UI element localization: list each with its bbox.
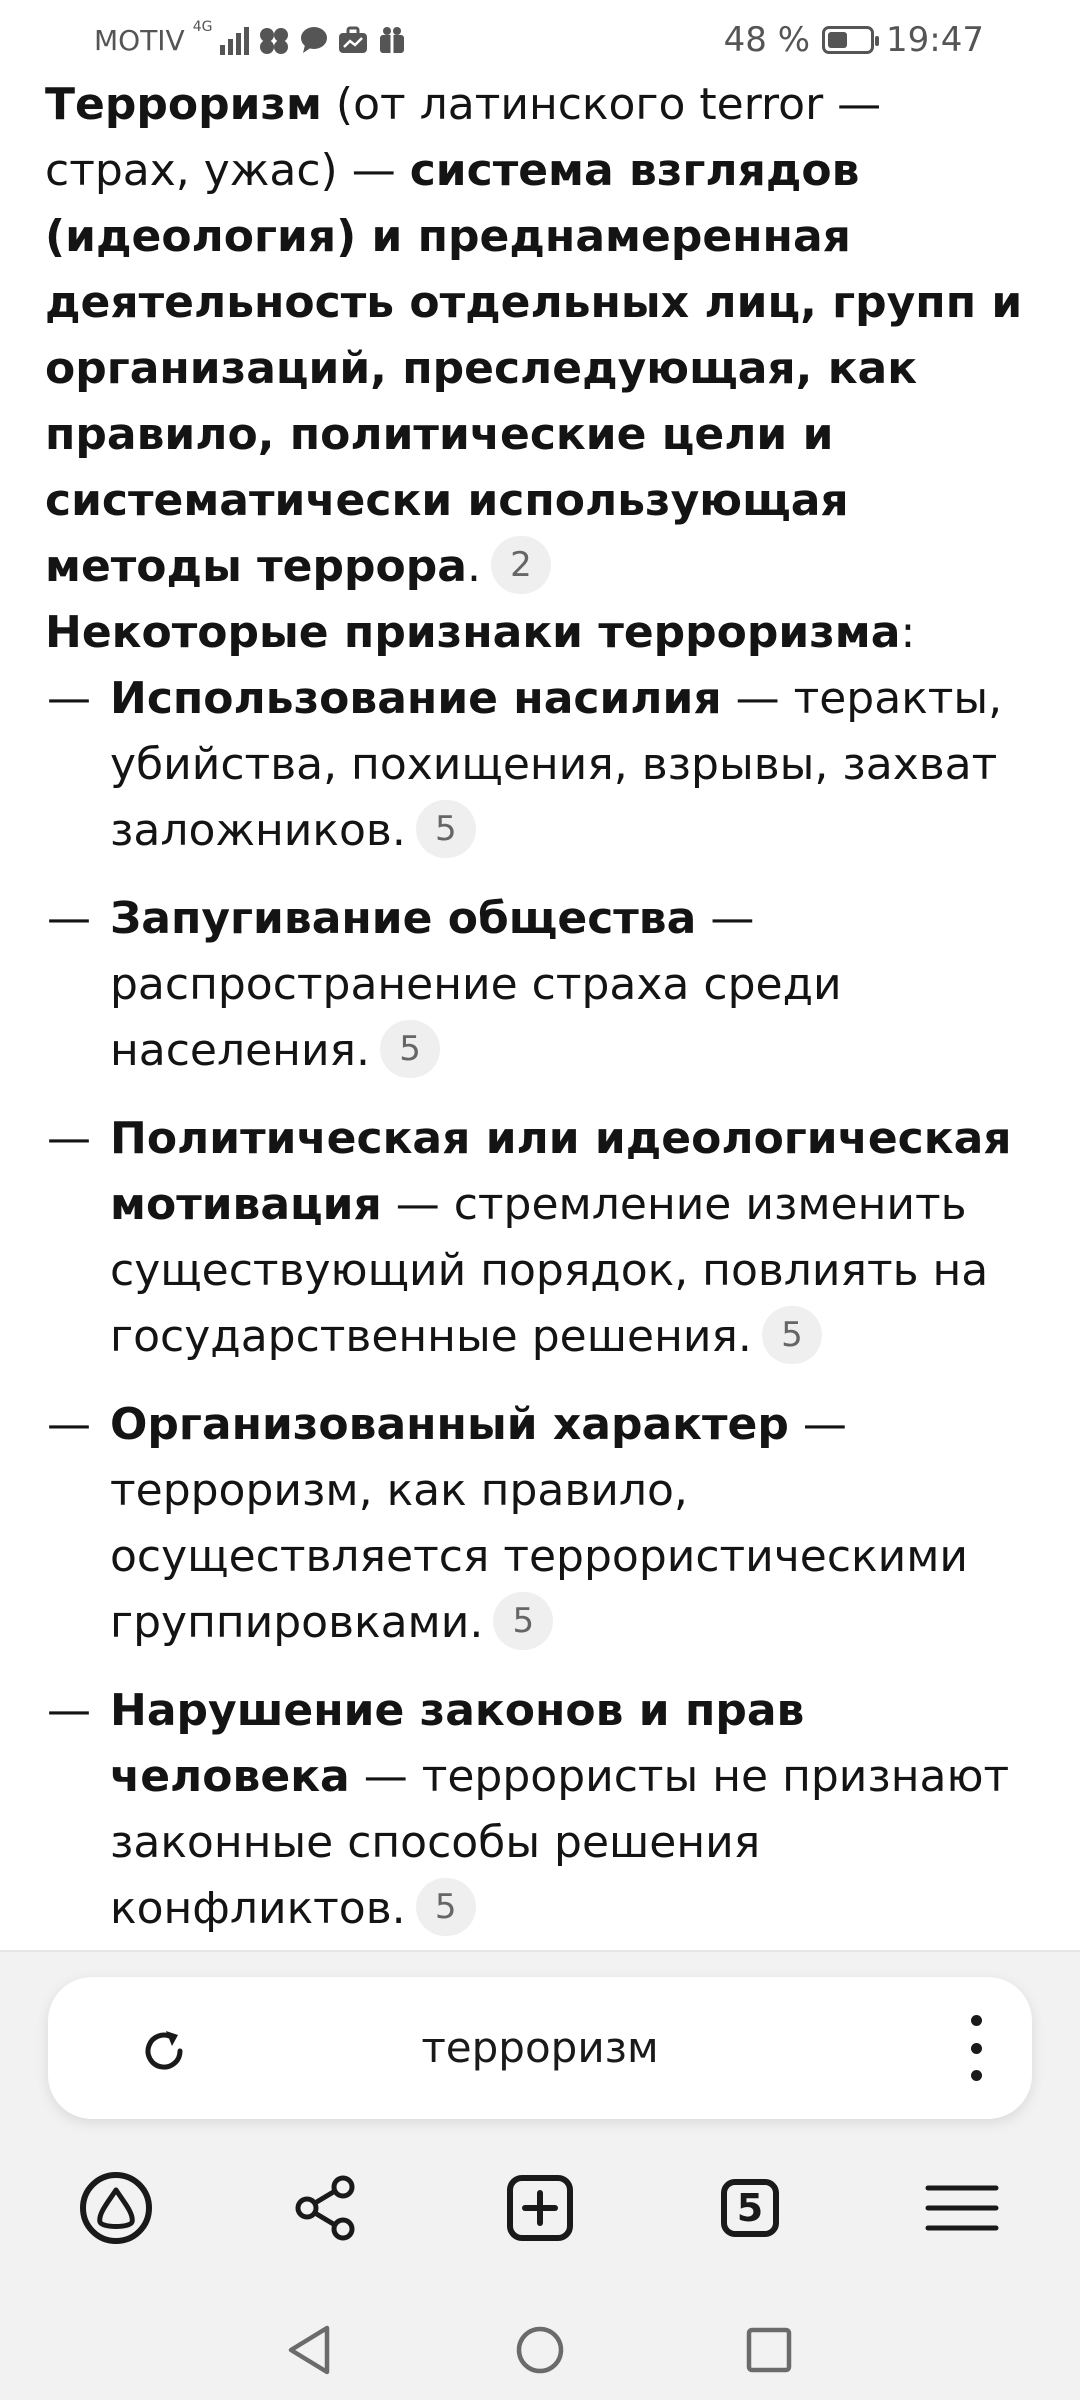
sign-term: Организованный характер xyxy=(110,1399,789,1450)
intro-term: Терроризм xyxy=(45,79,322,130)
list-item xyxy=(45,666,1035,864)
new-tab-button[interactable] xyxy=(490,2158,590,2258)
back-triangle-icon xyxy=(283,2322,335,2378)
system-nav-bar xyxy=(0,2290,1080,2400)
nav-recents-button[interactable] xyxy=(734,2315,804,2385)
list-item xyxy=(45,886,1035,1084)
new-tab-icon xyxy=(505,2173,575,2243)
list-dash: — xyxy=(47,673,91,724)
article-content xyxy=(45,72,1035,1950)
status-right xyxy=(724,18,984,62)
recents-square-icon xyxy=(744,2325,794,2375)
divider xyxy=(0,1950,1080,1952)
battery-icon xyxy=(822,26,874,54)
list-item xyxy=(45,1678,1035,1942)
briefcase-icon xyxy=(337,25,369,55)
tabs-button[interactable] xyxy=(700,2158,800,2258)
sign-text: — террористы не признают законные способы решения конфликтов. xyxy=(110,1751,1010,1934)
list-item xyxy=(45,1392,1035,1656)
intro-end: . xyxy=(466,541,481,592)
sign-term: Политическая или идеологическая мотивация xyxy=(110,1113,1012,1230)
citation-badge[interactable]: 5 xyxy=(416,800,476,858)
alice-assistant-button[interactable] xyxy=(66,2158,166,2258)
citation-badge[interactable]: 5 xyxy=(416,1878,476,1936)
gift-icon xyxy=(377,25,407,55)
list-dash: — xyxy=(47,893,91,944)
sign-text: — теракты, убийства, похищения, взрывы, захват заложников. xyxy=(110,673,1003,856)
hamburger-menu-icon xyxy=(924,2178,1000,2238)
bottom-toolbar xyxy=(0,2150,1080,2260)
share-icon xyxy=(291,2173,361,2243)
citation-badge[interactable]: 5 xyxy=(762,1306,822,1364)
search-query[interactable]: терроризм xyxy=(421,2023,659,2072)
list-item xyxy=(45,1106,1035,1370)
intro-paragraph xyxy=(45,72,1035,600)
sign-text: — стремление изменить существующий порядок, повлиять на государственные решения. xyxy=(110,1179,989,1362)
status-left xyxy=(94,20,407,60)
citation-badge[interactable]: 5 xyxy=(493,1592,553,1650)
sign-term: Нарушение законов и прав человека xyxy=(110,1685,805,1802)
intro-definition: система взглядов (идеология) и преднамеренная деятельность отдельных лиц, групп и организаций, преследующая, как правило, политические цели и систематически использующая методы террора xyxy=(45,145,1023,592)
list-dash: — xyxy=(47,1113,91,1164)
search-bar[interactable] xyxy=(48,1977,1032,2119)
signs-heading-colon: : xyxy=(900,607,916,658)
menu-button[interactable] xyxy=(912,2158,1012,2258)
refresh-icon[interactable] xyxy=(136,2023,192,2079)
home-circle-icon xyxy=(514,2324,566,2376)
signal-icon xyxy=(220,25,249,55)
intro-etymology: (от латинского terror — страх, ужас) — xyxy=(45,79,882,196)
clock: 19:47 xyxy=(886,20,984,60)
app-notification-icon xyxy=(257,25,291,55)
list-dash: — xyxy=(47,1685,91,1736)
citation-badge[interactable]: 5 xyxy=(380,1020,440,1078)
sign-term: Использование насилия xyxy=(110,673,722,724)
list-dash: — xyxy=(47,1399,91,1450)
message-icon xyxy=(299,25,329,55)
signs-heading-text: Некоторые признаки терроризма xyxy=(45,607,901,658)
status-bar xyxy=(0,0,1080,80)
share-button[interactable] xyxy=(276,2158,376,2258)
citation-badge[interactable]: 2 xyxy=(491,536,551,594)
sign-term: Запугивание общества xyxy=(110,893,697,944)
tabs-icon: 5 xyxy=(721,2179,779,2237)
signs-heading xyxy=(45,600,1035,666)
sign-text: — распространение страха среди населения. xyxy=(110,893,842,1076)
battery-percent: 48 % xyxy=(723,20,811,60)
nav-home-button[interactable] xyxy=(505,2315,575,2385)
nav-back-button[interactable] xyxy=(274,2315,344,2385)
sign-text: — терроризм, как правило, осуществляется террористическими группировками. xyxy=(110,1399,968,1648)
carrier-name: MOTIV xyxy=(94,23,185,57)
kebab-menu-icon[interactable] xyxy=(964,2015,988,2081)
signs-list xyxy=(45,666,1035,1942)
network-type: 4G xyxy=(192,19,213,35)
alice-assistant-icon xyxy=(78,2170,154,2246)
